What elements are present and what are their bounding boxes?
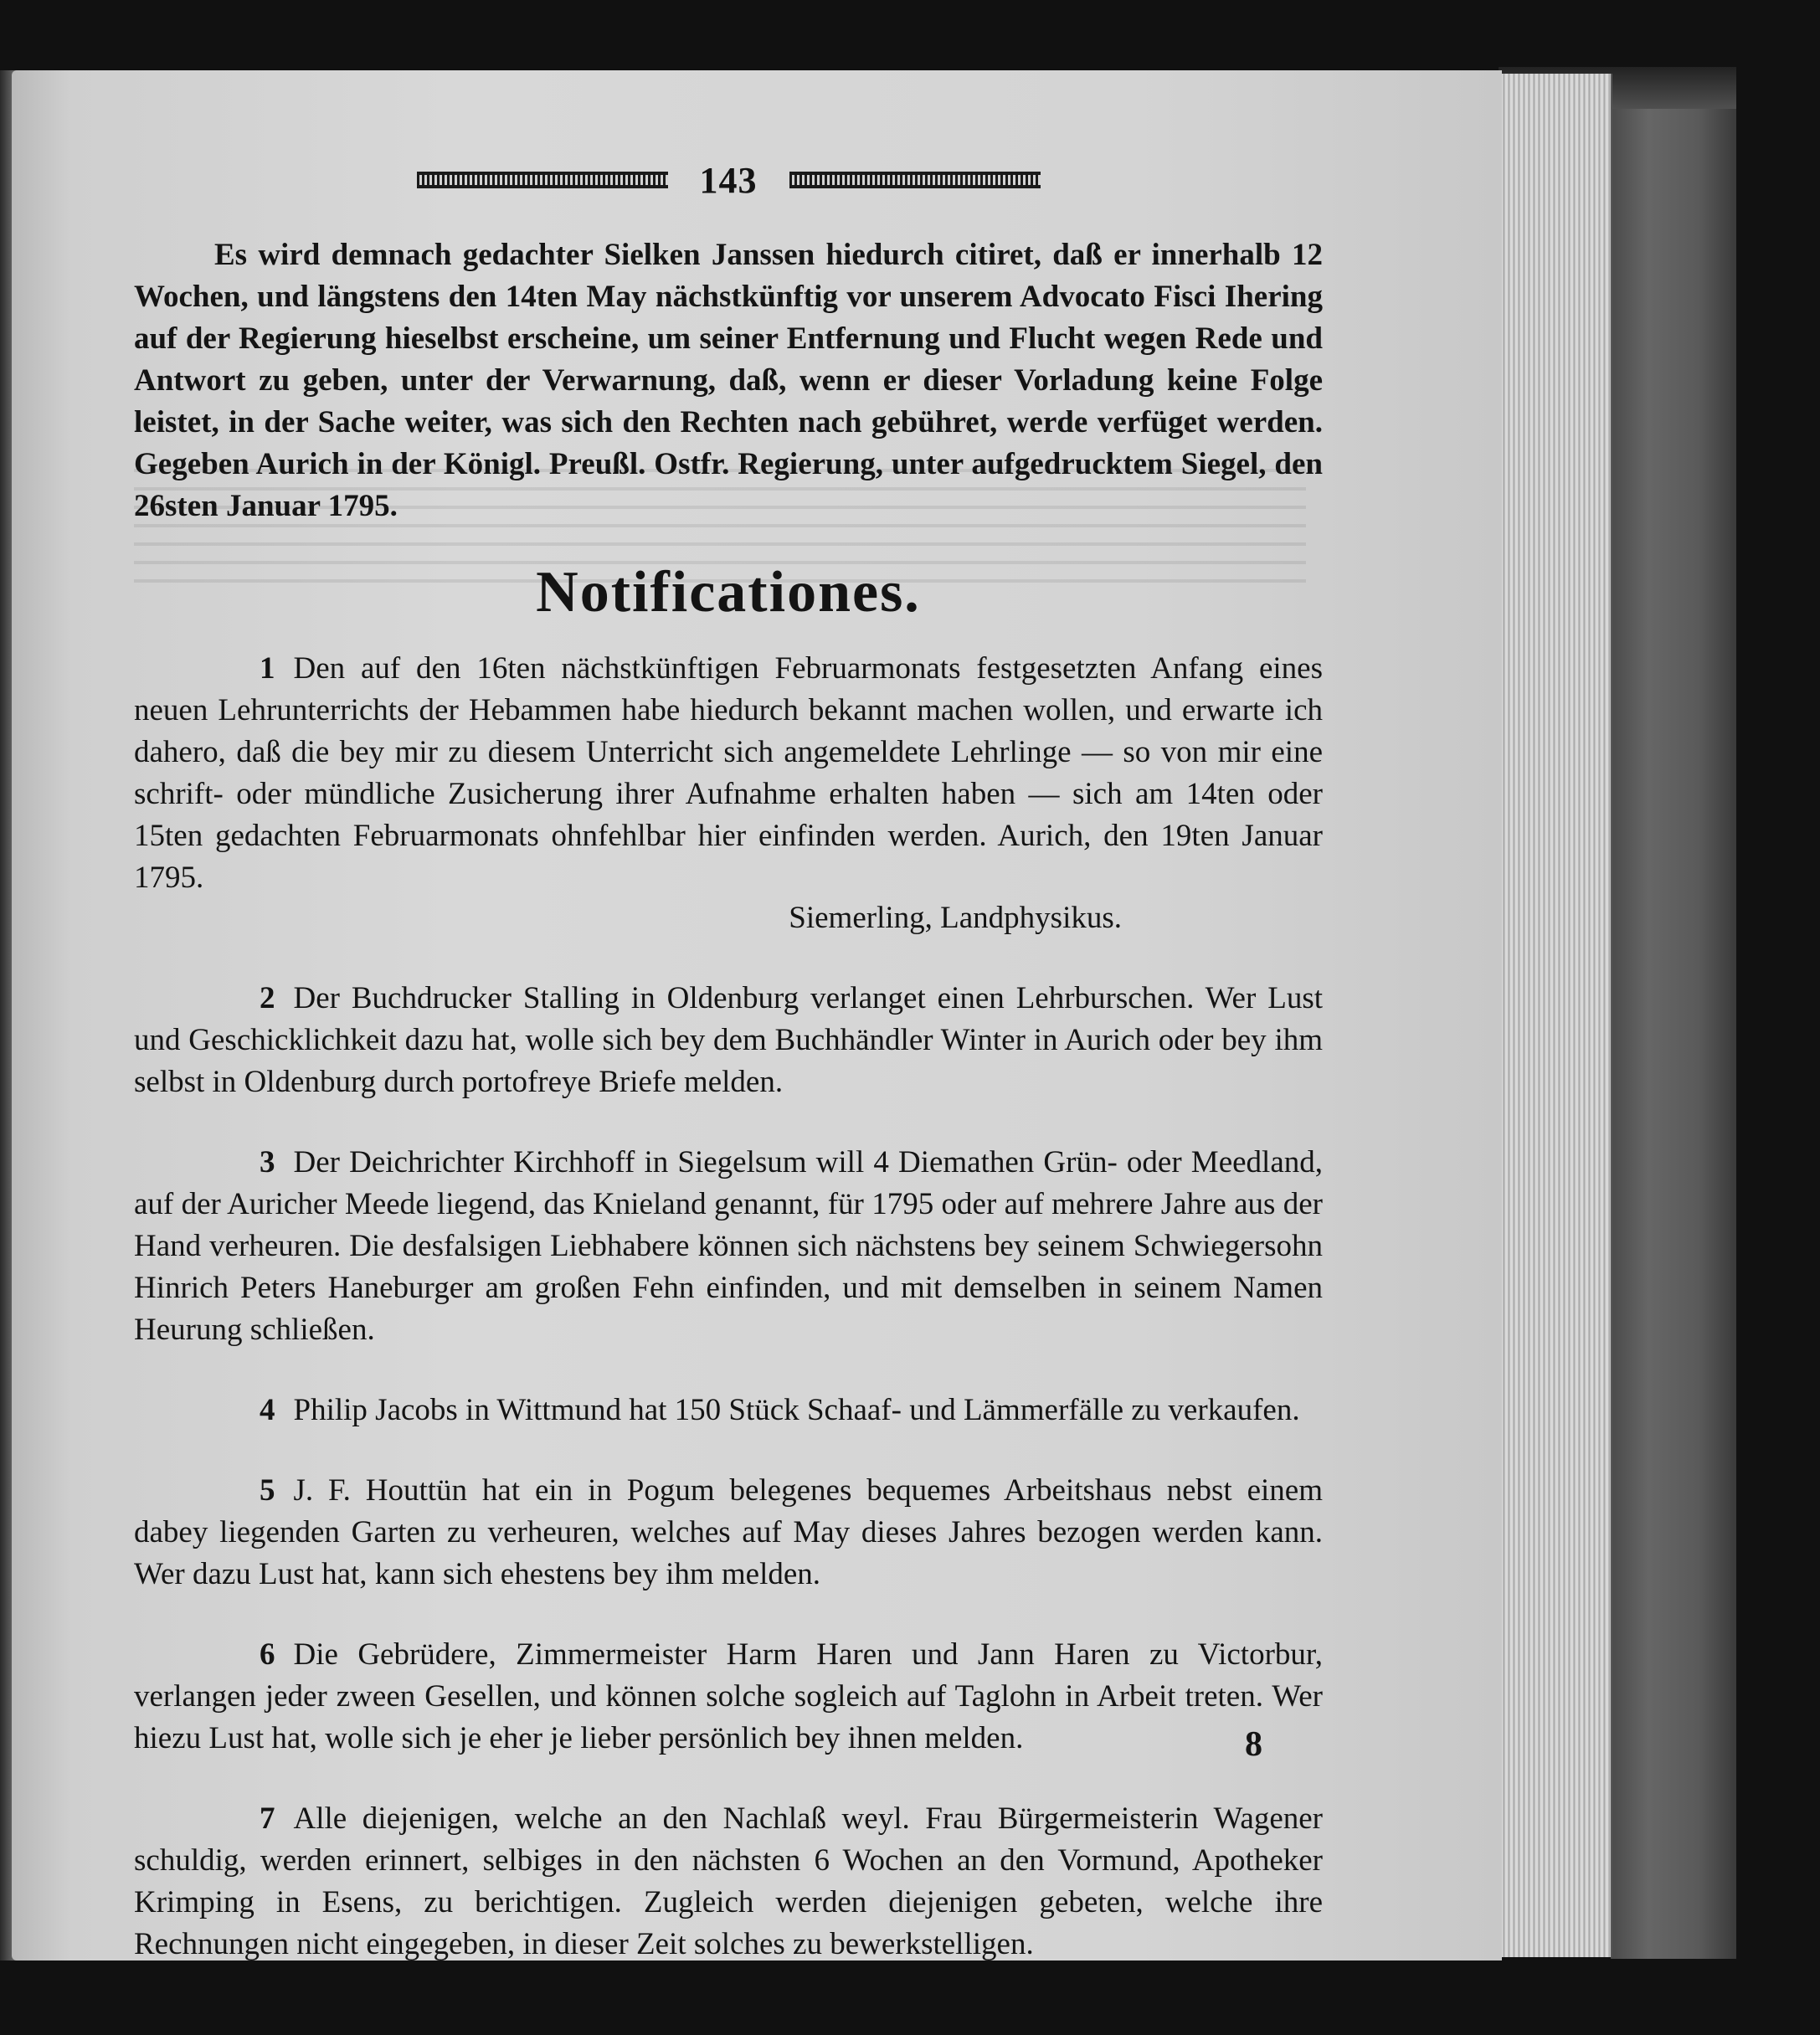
notice-text: [134, 648, 1323, 899]
notice-text: [134, 1470, 1323, 1596]
notice-body: Alle diejenigen, welche an den Nachlaß weyl. Frau Bürgermeisterin Wagener schuldig, werden erinnert, selbiges in den nächsten 6 Wochen an den Vormund, Apotheker Krimping in Esens, zu berichtigen. Zugleich werden diejenigen gebeten, welche ihre Rechnungen nicht eingegeben, in dieser Zeit solches zu bewerkstelligen.: [134, 1801, 1323, 1961]
notice-number: 6: [260, 1637, 275, 1672]
notice-text: [134, 1390, 1323, 1431]
intro-paragraph: Es wird demnach gedachter Sielken Janssen hiedurch citiret, daß er innerhalb 12 Wochen, und längstens den 14ten May nächstkünftig vor unserem Advocato Fisci Ihering auf der Regierung hieselbst erscheine, um seiner Entfernung und Flucht wegen Rede und Antwort zu geben, unter der Verwarnung, daß, wenn er dieser Vorladung keine Folge leistet, in der Sache weiter, was sich den Rechten nach gebühret, werde verfüget werden. Gegeben Aurich in der Königl. Preußl. Ostfr. Regierung, unter aufgedrucktem Siegel, den 26sten Januar 1795.: [134, 238, 1323, 523]
book-cover-edge: [1611, 109, 1736, 1959]
notice-6: [134, 1634, 1323, 1760]
notice-number: 2: [260, 981, 275, 1015]
notice-text: [134, 1798, 1323, 1966]
notice-1: [134, 648, 1323, 939]
notice-number: 4: [260, 1393, 275, 1427]
text-block: [134, 159, 1323, 2004]
notice-5: [134, 1470, 1323, 1596]
page-number: 143: [699, 159, 758, 201]
notice-number: 1: [260, 651, 275, 686]
notice-body: Die Gebrüdere, Zimmermeister Harm Haren und Jann Haren zu Victorbur, verlangen jeder zween Gesellen, und können solche sogleich auf Taglohn in Arbeit treten. Wer hiezu Lust hat, wolle sich je eher je lieber persönlich bey ihnen melden.: [134, 1637, 1323, 1755]
page-header: [134, 159, 1323, 201]
notice-body: Philip Jacobs in Wittmund hat 150 Stück Schaaf- und Lämmerfälle zu verkaufen.: [293, 1393, 1300, 1427]
notice-signature: Siemerling, Landphysikus.: [789, 901, 1122, 935]
notice-number: 7: [260, 1801, 275, 1836]
notice-body: Der Deichrichter Kirchhoff in Siegelsum will 4 Diemathen Grün- oder Meedland, auf der Auricher Meede liegend, das Knieland genannt, für 1795 oder auf mehrere Jahre aus der Hand verheuren. Die desfalsigen Liebhabere können sich nächstens bey seinem Schwiegersohn Hinrich Peters Haneburger am großen Fehn einfinden, und mit demselben in seinem Namen Heurung schließen.: [134, 1145, 1323, 1347]
notice-2: [134, 978, 1323, 1103]
page-fore-edge: [1490, 74, 1612, 1957]
section-heading: Notificationes.: [536, 560, 921, 624]
header-rule-left: [417, 172, 668, 188]
notice-4: [134, 1390, 1323, 1431]
notice-text: [134, 1634, 1323, 1760]
notice-3: [134, 1142, 1323, 1351]
header-rule-right: [789, 172, 1041, 188]
notice-text: [134, 1142, 1323, 1351]
notice-number: 3: [260, 1145, 275, 1179]
notice-body: Den auf den 16ten nächstkünftigen Februarmonats festgesetzten Anfang eines neuen Lehrunterrichts der Hebammen habe hiedurch bekannt machen wollen, und erwarte ich dahero, daß die bey mir zu diesem Unterricht sich angemeldete Lehrlinge — so von mir eine schrift- oder mündliche Zusicherung ihrer Aufnahme erhalten haben — sich am 14ten oder 15ten gedachten Februarmonats ohnfehlbar hier einfinden werden. Aurich, den 19ten Januar 1795.: [134, 651, 1323, 895]
catchword: 8: [1245, 1725, 1262, 1764]
notice-number: 5: [260, 1473, 275, 1508]
notice-body: J. F. Houttün hat ein in Pogum belegenes bequemes Arbeitshaus nebst einem dabey liegenden Garten zu verheuren, welches auf May dieses Jahres bezogen werden kann. Wer dazu Lust hat, kann sich ehestens bey ihm melden.: [134, 1473, 1323, 1591]
notice-7: [134, 1798, 1323, 1966]
notice-body: Der Buchdrucker Stalling in Oldenburg verlanget einen Lehrburschen. Wer Lust und Geschicklichkeit dazu hat, wolle sich bey dem Buchhändler Winter in Aurich oder bey ihm selbst in Oldenburg durch portofreye Briefe melden.: [134, 981, 1323, 1099]
notice-text: [134, 978, 1323, 1103]
